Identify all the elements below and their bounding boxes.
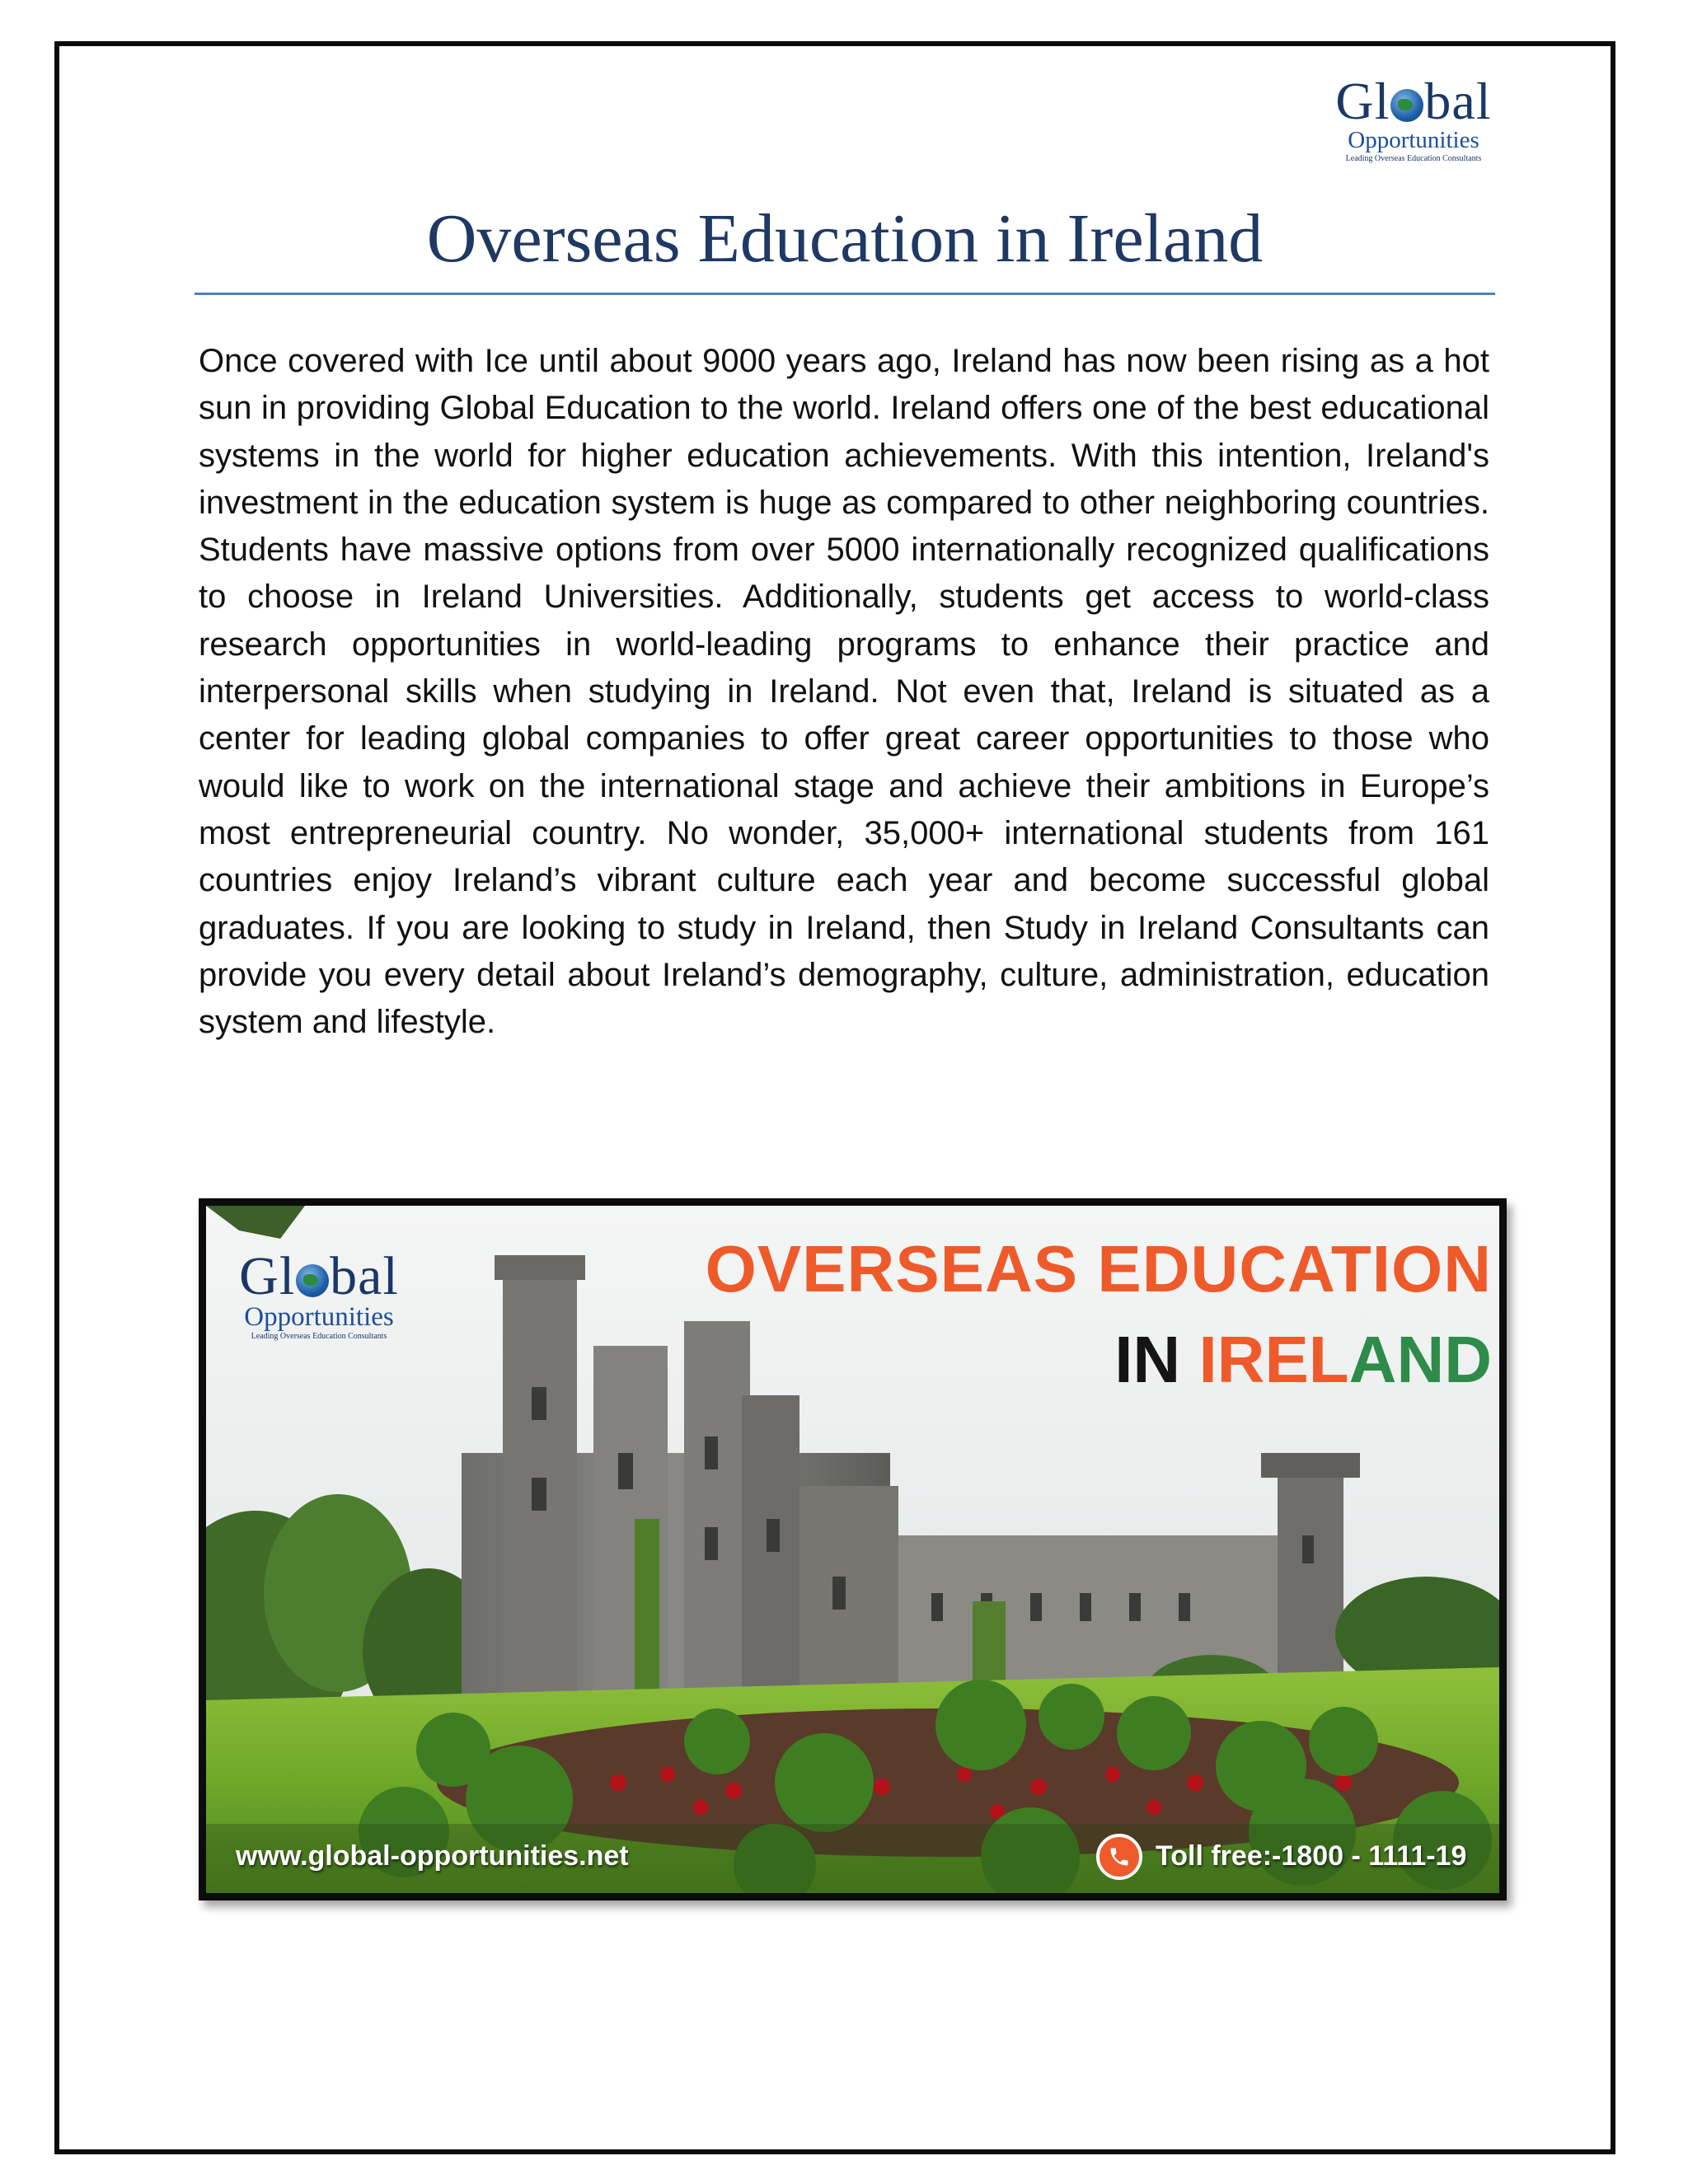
banner-logo [224, 1246, 414, 1343]
banner-headline-line2 [948, 1323, 1492, 1397]
body-paragraph: Once covered with Ice until about 9000 years ago, Ireland has now been rising as a hot sun in providing Global Education to the world. Ireland offers one of the best educational systems in the world for higher education achievements. With this intention, Ireland's investment in the education system is huge as compared to other neighboring countries. Students have massive options from over 5000 internationally recognized qualifications to choose in Ireland Universities. Additionally, students get access to world-class research opportunities in world-leading programs to enhance their practice and interpersonal skills when studying in Ireland. Not even that, Ireland is situated as a center for leading global companies to offer great career opportunities to those who would like to work on the international stage and achieve their ambitions in Europe’s most entrepreneurial country. No wonder, 35,000+ international students from 161 countries enjoy Ireland’s vibrant culture each year and become successful global graduates. If you are looking to study in Ireland, then Study in Ireland Consultants can provide you every detail about Ireland’s demography, culture, administration, education system and lifestyle. [199, 343, 1489, 1041]
banner-logo-tagline: Leading Overseas Education Consultants [251, 1332, 387, 1341]
logo-tagline: Leading Overseas Education Consultants [1345, 154, 1482, 163]
phone-icon [1096, 1834, 1142, 1880]
logo-wordmark: Gl bal [1335, 72, 1492, 130]
banner-headline-line1: OVERSEAS EDUCATION [705, 1232, 1492, 1305]
headline-and: AND [1348, 1323, 1492, 1396]
title-underline [195, 293, 1495, 295]
headline-in: IN [1114, 1323, 1199, 1396]
headline-irel: IREL [1198, 1323, 1349, 1396]
banner-logo-wordmark: Gl bal [239, 1246, 399, 1306]
banner-image [199, 1198, 1507, 1900]
logo-subtitle: Opportunities [1348, 127, 1479, 153]
globe-icon [1390, 89, 1423, 122]
banner-logo-subtitle: Opportunities [244, 1302, 394, 1332]
global-opportunities-logo [1319, 72, 1508, 165]
banner-globe-icon [296, 1264, 329, 1297]
banner-website: www.global-opportunities.net [236, 1840, 629, 1872]
banner-phone [1096, 1834, 1475, 1883]
toll-free-number: Toll free:-1800 - 1111-19 [1156, 1840, 1467, 1872]
page-title: Overseas Education in Ireland [426, 200, 1264, 277]
